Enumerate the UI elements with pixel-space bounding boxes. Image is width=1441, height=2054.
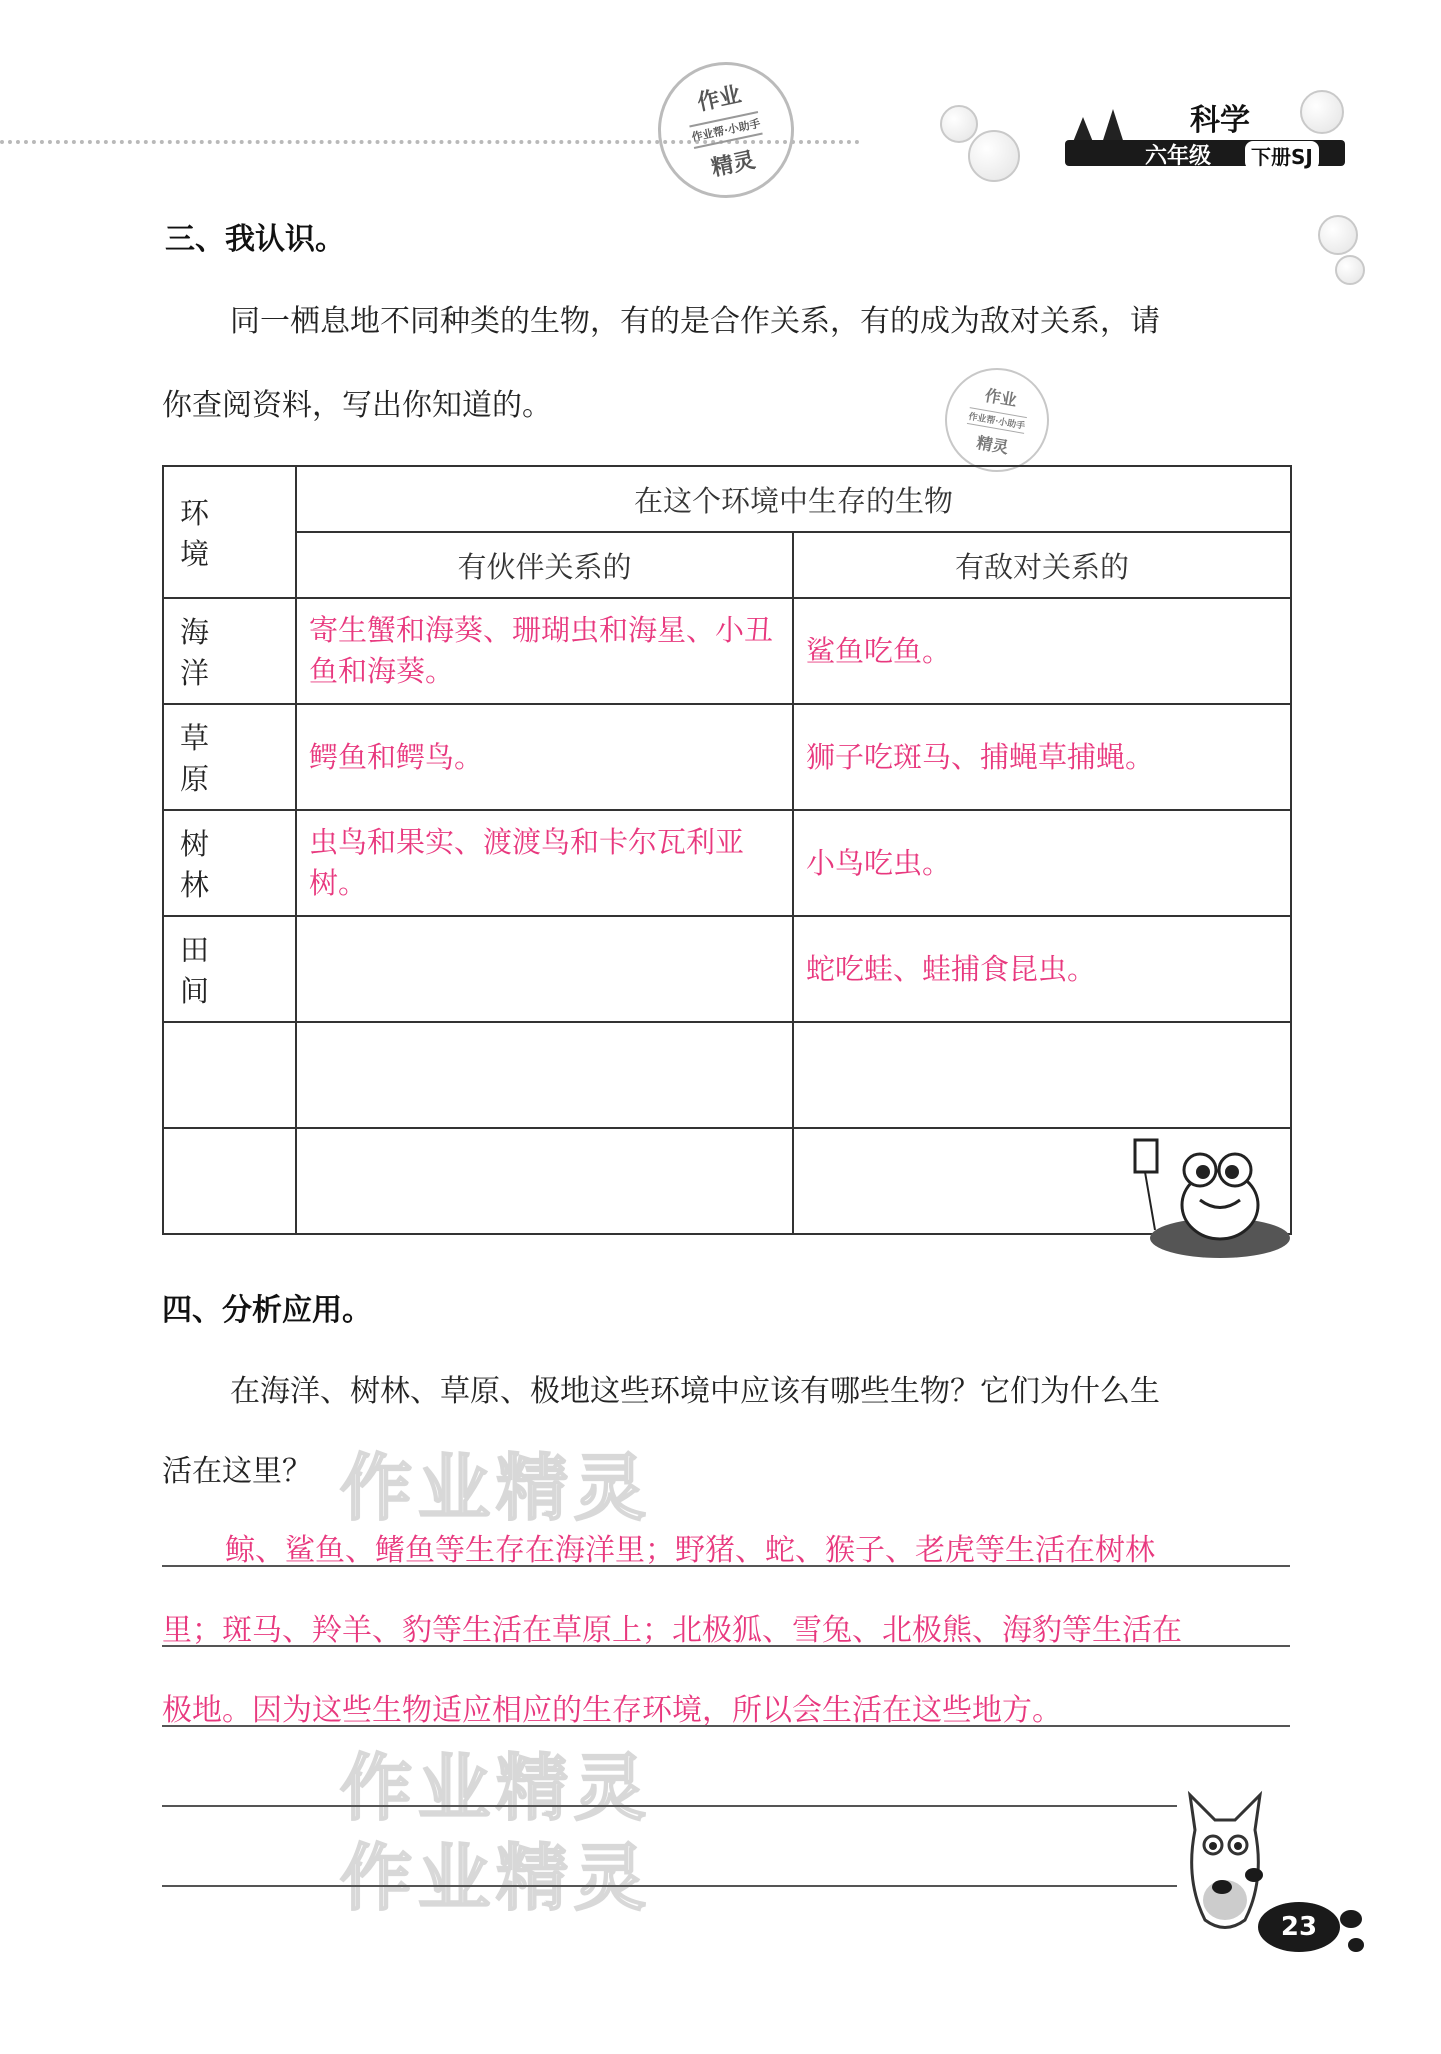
subject-grade-badge — [1045, 95, 1345, 175]
enemy-cell: 蛇吃蛙、蛙捕食昆虫。 — [793, 916, 1291, 1022]
section4-question-line1: 在海洋、树林、草原、极地这些环境中应该有哪些生物？它们为什么生 — [230, 1374, 1160, 1409]
stamp-middle-text: 作业帮·小助手 — [967, 407, 1026, 434]
grade-label: 六年级 — [1145, 144, 1212, 169]
table-row — [163, 916, 1291, 1022]
table-row — [163, 1022, 1291, 1128]
page-number: 23 — [1258, 1902, 1340, 1952]
header-enemy: 有敌对关系的 — [793, 532, 1291, 598]
env-cell — [163, 1128, 296, 1234]
table-row — [163, 810, 1291, 916]
partner-cell — [296, 1022, 793, 1128]
stamp-middle-text: 作业帮·小助手 — [689, 111, 762, 149]
volume-label: 下册SJ — [1245, 141, 1319, 170]
subject-label: 科学 — [1190, 103, 1250, 138]
answer-underline — [162, 1645, 1290, 1647]
section4-title: 四、分析应用。 — [162, 1293, 372, 1328]
table-header-row — [163, 466, 1291, 532]
paw-dot — [1348, 1938, 1364, 1952]
answer-line-text: 鲸、鲨鱼、鳍鱼等生存在海洋里；野猪、蛇、猴子、老虎等生活在树林 — [225, 1533, 1155, 1568]
header-environment: 环 境 — [163, 466, 296, 598]
header-partner: 有伙伴关系的 — [296, 532, 793, 598]
enemy-cell: 鲨鱼吃鱼。 — [793, 598, 1291, 704]
bubble-decoration — [1335, 255, 1365, 285]
frog-illustration — [1115, 1120, 1290, 1270]
bubble-decoration — [968, 130, 1020, 182]
header-organisms: 在这个环境中生存的生物 — [296, 466, 1291, 532]
env-cell: 树林 — [163, 810, 296, 916]
stamp-bottom-text: 精灵 — [709, 146, 758, 182]
enemy-cell: 狮子吃斑马、捕蝇草捕蝇。 — [793, 704, 1291, 810]
partner-cell: 寄生蟹和海葵、珊瑚虫和海星、小丑鱼和海葵。 — [296, 598, 793, 704]
paw-dot — [1340, 1910, 1362, 1928]
answer-underline — [162, 1885, 1177, 1887]
partner-cell — [296, 1128, 793, 1234]
enemy-cell: 小鸟吃虫。 — [793, 810, 1291, 916]
watermark-text: 作业精灵 — [340, 1746, 653, 1830]
enemy-cell — [793, 1022, 1291, 1128]
answer-underline — [162, 1725, 1290, 1727]
bubble-decoration — [940, 105, 978, 143]
homework-stamp-small — [937, 360, 1057, 480]
table-row — [163, 598, 1291, 704]
table-subheader-row — [163, 532, 1291, 598]
stamp-top-text: 作业 — [695, 81, 744, 116]
section3-paragraph-line1: 同一栖息地不同种类的生物，有的是合作关系，有的成为敌对关系，请 — [230, 304, 1160, 339]
answer-line-text: 里；斑马、羚羊、豹等生活在草原上；北极狐、雪兔、北极熊、海豹等生活在 — [162, 1613, 1182, 1648]
env-cell — [163, 1022, 296, 1128]
env-cell: 海洋 — [163, 598, 296, 704]
partner-cell — [296, 916, 793, 1022]
env-cell: 田间 — [163, 916, 296, 1022]
answer-underline — [162, 1805, 1177, 1807]
owl-illustration — [1180, 1790, 1270, 1940]
env-cell: 草原 — [163, 704, 296, 810]
answer-line-text: 极地。因为这些生物适应相应的生存环境，所以会生活在这些地方。 — [162, 1693, 1062, 1728]
table-row — [163, 704, 1291, 810]
section4-question-line2: 活在这里？ — [162, 1454, 312, 1489]
watermark-text: 作业精灵 — [340, 1836, 653, 1920]
partner-cell: 虫鸟和果实、渡渡鸟和卡尔瓦利亚树。 — [296, 810, 793, 916]
bubble-decoration — [1318, 215, 1358, 255]
paw-dot — [1212, 1880, 1232, 1894]
homework-stamp — [645, 49, 806, 210]
stamp-top-text: 作业 — [983, 385, 1019, 410]
stamp-bottom-text: 精灵 — [975, 432, 1011, 457]
section3-paragraph-line2: 你查阅资料，写出你知道的。 — [162, 388, 552, 423]
section3-title: 三、我认识。 — [165, 222, 345, 257]
partner-cell: 鳄鱼和鳄鸟。 — [296, 704, 793, 810]
paw-dot — [1245, 1868, 1263, 1882]
watermark-text: 作业精灵 — [340, 1446, 653, 1530]
answer-underline — [162, 1565, 1290, 1567]
